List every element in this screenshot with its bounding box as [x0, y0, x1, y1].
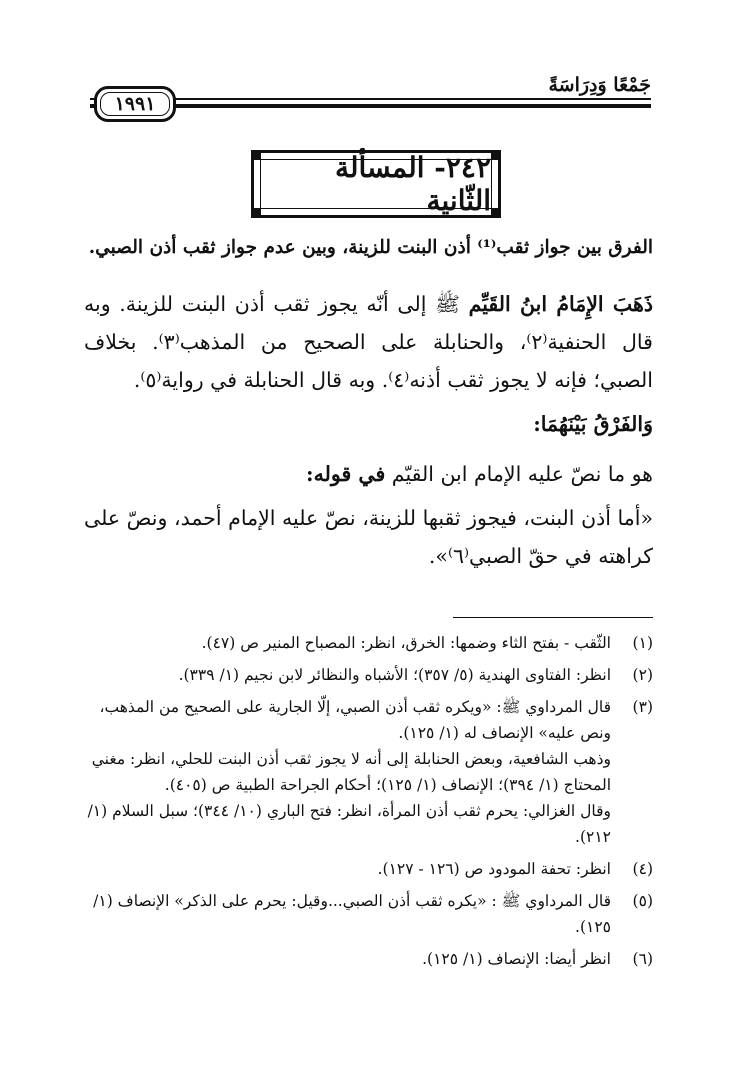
footnote-number: (٢): [632, 666, 653, 684]
page-number-text: ١٩٩١: [114, 93, 156, 115]
footnote-text: قال المرداوي ﷺ : «يكره ثقب أذن الصبي...وقيل: يحرم على الذكر» الإنصاف (١/ ١٢٥).: [93, 892, 611, 936]
footnote-number: (٤): [632, 860, 653, 878]
footnote-text: قال المرداوي ﷺ: «ويكره ثقب أذن الصبي، إلّا الجارية على الصحيح من المذهب، ونص عليه» الإنصاف له (١/ ١٢٥).: [99, 698, 611, 742]
footnote-number: (٦): [632, 950, 653, 968]
footnote: [84, 888, 653, 940]
footnote: [84, 946, 653, 972]
footnote-number: (١): [632, 634, 653, 652]
footnote-number: (٣): [632, 698, 653, 716]
footnote-separator: [453, 617, 653, 618]
footnotes: [84, 630, 653, 978]
issue-title-frame: [251, 150, 501, 218]
quote-intro: [84, 455, 653, 493]
issue-subtitle: الفرق بين جواز ثقب⁽¹⁾ أذن البنت للزينة، وبين عدم جواز ثقب أذن الصبي.: [88, 237, 653, 258]
footnote: [84, 662, 653, 688]
footnote-text: انظر أيضا: الإنصاف (١/ ١٢٥).: [422, 950, 611, 968]
page-number: [94, 86, 176, 122]
ibn-qayyim-quote: «أما أذن البنت، فيجوز ثقبها للزينة، نصّ عليه الإمام أحمد، ونصّ على كراهته في حقّ الصبي⁽٦⁾».: [84, 506, 653, 568]
footnote-text: الثّقب - بفتح الثاء وضمها: الخرق، انظر: المصباح المنير ص (٤٧).: [201, 634, 611, 652]
footnote-text: وقال الغزالي: يحرم ثقب أذن المرأة، انظر: فتح الباري (١٠/ ٣٤٤)؛ سبل السلام (١/ ٢١٢).: [87, 802, 611, 846]
footnote: [84, 856, 653, 882]
footnote-text: انظر: الفتاوى الهندية (٥/ ٣٥٧)؛ الأشباه والنظائر لابن نجيم (١/ ٣٣٩).: [178, 666, 611, 684]
quote-intro-text: هو ما نصّ عليه الإمام ابن القيّم: [391, 462, 653, 486]
running-title: جَمْعًا وَدِرَاسَةً: [548, 74, 651, 96]
main-text: [84, 285, 653, 575]
footnote: [84, 630, 653, 656]
issue-title: ٢٤٢- المسألة الثّانية: [334, 151, 491, 217]
paragraph-opinion: [84, 285, 653, 399]
difference-heading: وَالفَرْقُ بَيْنَهُمَا:: [533, 412, 653, 436]
opinion-text: ﷺ إلى أنّه يجوز ثقب أذن البنت للزينة. وبه قال الحنفية⁽٢⁾، والحنابلة على الصحيح من المذهب⁽٣⁾. بخلاف الصبي؛ فإنه لا يجوز ثقب أذنه⁽٤⁾. وبه قال الحنابلة في رواية⁽٥⁾.: [84, 292, 653, 392]
footnote-text: انظر: تحفة المودود ص (١٢٦ - ١٢٧).: [377, 860, 611, 878]
quote-intro-bold: في قوله:: [306, 462, 386, 486]
footnote-text: وذهب الشافعية، وبعض الحنابلة إلى أنه لا يجوز ثقب أذن البنت للحلي، انظر: مغني المحتاج (١/ ٣٩٤)؛ الإنصاف (١/ ١٢٥)؛ أحكام الجراحة الطبية ص (٤٠٥).: [91, 750, 611, 794]
footnote-number: (٥): [632, 892, 653, 910]
footnote: [84, 694, 653, 850]
opening-phrase: ذَهَبَ الإِمَامُ ابنُ القَيِّم: [468, 292, 653, 316]
